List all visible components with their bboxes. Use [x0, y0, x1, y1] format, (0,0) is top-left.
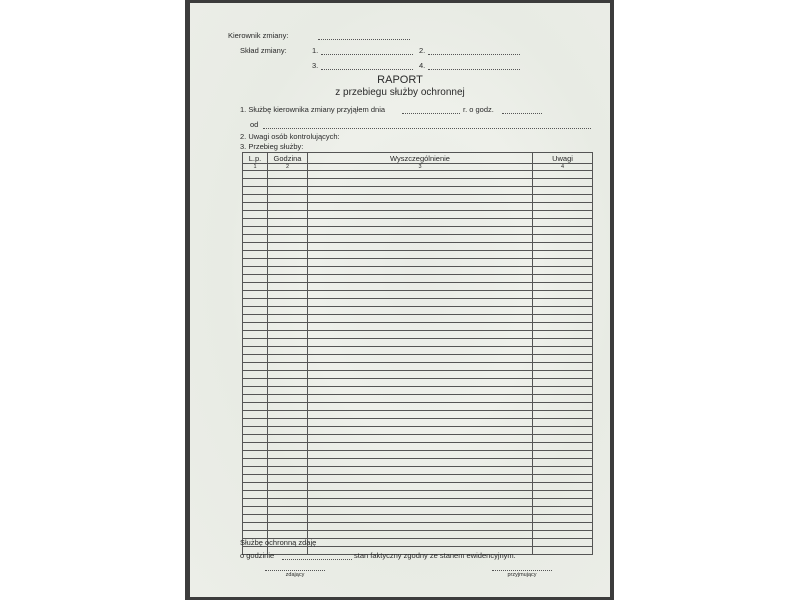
table-cell[interactable]: [243, 483, 268, 491]
table-row: [243, 467, 593, 475]
table-row: [243, 243, 593, 251]
table-cell[interactable]: [308, 491, 533, 499]
table-cell[interactable]: [533, 339, 593, 347]
table-row: [243, 387, 593, 395]
column-number-1: 1: [243, 164, 268, 171]
table-cell[interactable]: [308, 267, 533, 275]
table-cell[interactable]: [268, 475, 308, 483]
table-cell[interactable]: [243, 331, 268, 339]
table-cell[interactable]: [308, 339, 533, 347]
table-row: [243, 451, 593, 459]
table-row: [243, 427, 593, 435]
table-cell[interactable]: [268, 427, 308, 435]
table-cell[interactable]: [268, 443, 308, 451]
table-cell[interactable]: [243, 203, 268, 211]
table-row: [243, 507, 593, 515]
slot-4-label: 4.: [419, 61, 426, 70]
table-cell[interactable]: [268, 419, 308, 427]
table-cell[interactable]: [243, 243, 268, 251]
table-row: [243, 259, 593, 267]
table-cell[interactable]: [533, 507, 593, 515]
slot-4-field[interactable]: [428, 69, 520, 70]
table-cell[interactable]: [268, 371, 308, 379]
table-cell[interactable]: [308, 507, 533, 515]
table-row: [243, 395, 593, 403]
slot-2-field[interactable]: [428, 54, 520, 55]
table-cell[interactable]: [533, 515, 593, 523]
table-cell[interactable]: [308, 443, 533, 451]
table-cell[interactable]: [243, 219, 268, 227]
table-cell[interactable]: [308, 243, 533, 251]
table-cell[interactable]: [268, 483, 308, 491]
hour-field[interactable]: [502, 113, 542, 114]
table-cell[interactable]: [533, 251, 593, 259]
table-cell[interactable]: [268, 515, 308, 523]
table-cell[interactable]: [243, 475, 268, 483]
table-cell[interactable]: [243, 307, 268, 315]
table-row: [243, 331, 593, 339]
table-cell[interactable]: [533, 523, 593, 531]
table-row: [243, 475, 593, 483]
table-row: [243, 323, 593, 331]
table-cell[interactable]: [308, 195, 533, 203]
table-header-row: [243, 153, 593, 164]
table-cell[interactable]: [308, 323, 533, 331]
table-row: [243, 371, 593, 379]
table-row: [243, 203, 593, 211]
sklad-label: Skład zmiany:: [240, 46, 287, 55]
table-cell[interactable]: [308, 251, 533, 259]
table-cell[interactable]: [308, 435, 533, 443]
table-cell[interactable]: [308, 227, 533, 235]
table-cell[interactable]: [533, 179, 593, 187]
table-row: [243, 483, 593, 491]
footer-line-2a: o godzinie: [240, 551, 275, 560]
table-cell[interactable]: [533, 211, 593, 219]
table-cell[interactable]: [268, 307, 308, 315]
table-cell[interactable]: [268, 251, 308, 259]
table-cell[interactable]: [243, 267, 268, 275]
table-cell[interactable]: [268, 339, 308, 347]
table-cell[interactable]: [533, 419, 593, 427]
table-cell[interactable]: [308, 355, 533, 363]
table-row: [243, 179, 593, 187]
table-cell[interactable]: [308, 379, 533, 387]
table-row: [243, 419, 593, 427]
table-cell[interactable]: [243, 227, 268, 235]
table-cell[interactable]: [243, 259, 268, 267]
table-cell[interactable]: [533, 451, 593, 459]
table-row: [243, 411, 593, 419]
table-cell[interactable]: [308, 371, 533, 379]
table-cell[interactable]: [268, 235, 308, 243]
table-cell[interactable]: [268, 187, 308, 195]
table-cell[interactable]: [533, 547, 593, 555]
table-cell[interactable]: [268, 363, 308, 371]
table-cell[interactable]: [268, 331, 308, 339]
table-cell[interactable]: [308, 387, 533, 395]
table-cell[interactable]: [268, 179, 308, 187]
table-cell[interactable]: [268, 259, 308, 267]
table-cell[interactable]: [268, 195, 308, 203]
table-cell[interactable]: [268, 299, 308, 307]
table-cell[interactable]: [268, 387, 308, 395]
table-cell[interactable]: [243, 451, 268, 459]
table-row: [243, 283, 593, 291]
table-cell[interactable]: [243, 339, 268, 347]
signature-right-line[interactable]: [492, 570, 552, 571]
table-cell[interactable]: [308, 475, 533, 483]
table-cell[interactable]: [533, 219, 593, 227]
slot-3-label: 3.: [312, 61, 319, 70]
table-cell[interactable]: [533, 299, 593, 307]
table-cell[interactable]: [268, 499, 308, 507]
table-cell[interactable]: [243, 491, 268, 499]
report-title: RAPORT: [377, 74, 423, 86]
table-cell[interactable]: [533, 195, 593, 203]
table-cell[interactable]: [533, 467, 593, 475]
table-row: [243, 307, 593, 315]
table-cell[interactable]: [243, 515, 268, 523]
table-row: [243, 195, 593, 203]
table-cell[interactable]: [533, 371, 593, 379]
table-cell[interactable]: [308, 451, 533, 459]
table-cell[interactable]: [268, 403, 308, 411]
table-cell[interactable]: [243, 507, 268, 515]
table-row: [243, 291, 593, 299]
table-cell[interactable]: [533, 259, 593, 267]
table-cell[interactable]: [243, 523, 268, 531]
table-cell[interactable]: [268, 211, 308, 219]
table-cell[interactable]: [243, 275, 268, 283]
signature-left-line[interactable]: [265, 570, 325, 571]
table-cell[interactable]: [243, 395, 268, 403]
table-cell[interactable]: [308, 291, 533, 299]
table-cell[interactable]: [533, 267, 593, 275]
table-cell[interactable]: [533, 531, 593, 539]
table-row: [243, 403, 593, 411]
table-cell[interactable]: [243, 251, 268, 259]
table-cell[interactable]: [533, 395, 593, 403]
table-row: [243, 267, 593, 275]
table-cell[interactable]: [533, 459, 593, 467]
table-row: [243, 299, 593, 307]
table-cell[interactable]: [533, 187, 593, 195]
table-cell[interactable]: [308, 299, 533, 307]
table-cell[interactable]: [243, 467, 268, 475]
table-body: [243, 171, 593, 555]
table-cell[interactable]: [268, 491, 308, 499]
table-cell[interactable]: [308, 171, 533, 179]
table-cell[interactable]: [308, 419, 533, 427]
column-number-3: 3: [308, 164, 533, 171]
kierownik-field[interactable]: [318, 39, 410, 40]
table-cell[interactable]: [533, 347, 593, 355]
table-cell[interactable]: [533, 443, 593, 451]
table-cell[interactable]: [308, 483, 533, 491]
section-3-label: 3. Przebieg służby:: [240, 142, 304, 151]
column-header-lp: L.p.: [243, 153, 268, 164]
table-cell[interactable]: [243, 211, 268, 219]
table-cell[interactable]: [533, 427, 593, 435]
table-cell[interactable]: [243, 299, 268, 307]
table-cell[interactable]: [268, 323, 308, 331]
table-cell[interactable]: [268, 355, 308, 363]
slot-3-field[interactable]: [321, 69, 413, 70]
table-cell[interactable]: [308, 211, 533, 219]
table-cell[interactable]: [533, 483, 593, 491]
table-cell[interactable]: [243, 187, 268, 195]
column-header-godzina: Godzina: [268, 153, 308, 164]
table-cell[interactable]: [243, 427, 268, 435]
table-cell[interactable]: [533, 363, 593, 371]
table-row: [243, 491, 593, 499]
table-row: [243, 435, 593, 443]
report-sheet: [190, 3, 610, 597]
table-cell[interactable]: [243, 435, 268, 443]
table-cell[interactable]: [243, 443, 268, 451]
table-row: [243, 499, 593, 507]
table-row: [243, 443, 593, 451]
table-cell[interactable]: [533, 235, 593, 243]
table-cell[interactable]: [243, 171, 268, 179]
table-cell[interactable]: [243, 179, 268, 187]
table-cell[interactable]: [533, 307, 593, 315]
footer-line-1: Służbę ochronną zdaję: [240, 538, 317, 547]
table-cell[interactable]: [533, 355, 593, 363]
table-cell[interactable]: [308, 395, 533, 403]
table-cell[interactable]: [533, 387, 593, 395]
service-log-table: [242, 152, 593, 555]
section-1-label: 1. Służbę kierownika zmiany przyjąłem dnia: [240, 105, 386, 114]
table-cell[interactable]: [308, 403, 533, 411]
table-cell[interactable]: [243, 235, 268, 243]
table-cell[interactable]: [308, 283, 533, 291]
column-header-uwagi: Uwagi: [533, 153, 593, 164]
table-cell[interactable]: [533, 499, 593, 507]
table-cell[interactable]: [308, 347, 533, 355]
table-cell[interactable]: [243, 363, 268, 371]
table-row: [243, 339, 593, 347]
column-header-wyszczegolnienie: Wyszczególnienie: [308, 153, 533, 164]
table-cell[interactable]: [268, 227, 308, 235]
section-2-label: 2. Uwagi osób kontrolujących:: [240, 132, 340, 141]
table-row: [243, 379, 593, 387]
table-row: [243, 347, 593, 355]
table-row: [243, 227, 593, 235]
table-cell[interactable]: [308, 363, 533, 371]
table-cell[interactable]: [268, 219, 308, 227]
table-row: [243, 211, 593, 219]
table-cell[interactable]: [308, 203, 533, 211]
table-cell[interactable]: [533, 331, 593, 339]
column-number-4: 4: [533, 164, 593, 171]
table-cell[interactable]: [268, 459, 308, 467]
table-cell[interactable]: [243, 411, 268, 419]
table-cell[interactable]: [308, 411, 533, 419]
table-cell[interactable]: [268, 291, 308, 299]
slot-1-field[interactable]: [321, 54, 413, 55]
table-cell[interactable]: [533, 203, 593, 211]
table-cell[interactable]: [243, 347, 268, 355]
table-cell[interactable]: [533, 411, 593, 419]
od-label: od: [250, 120, 259, 129]
table-cell[interactable]: [268, 203, 308, 211]
table-cell[interactable]: [308, 307, 533, 315]
table-cell[interactable]: [268, 275, 308, 283]
column-number-2: 2: [268, 164, 308, 171]
table-cell[interactable]: [243, 323, 268, 331]
table-row: [243, 363, 593, 371]
table-cell[interactable]: [533, 403, 593, 411]
table-row: [243, 251, 593, 259]
table-cell[interactable]: [308, 531, 533, 539]
table-cell[interactable]: [243, 355, 268, 363]
table-cell[interactable]: [308, 187, 533, 195]
table-cell[interactable]: [268, 243, 308, 251]
table-cell[interactable]: [243, 371, 268, 379]
table-cell[interactable]: [533, 475, 593, 483]
table-cell[interactable]: [243, 459, 268, 467]
table-row: [243, 459, 593, 467]
table-cell[interactable]: [533, 227, 593, 235]
slot-2-label: 2.: [419, 46, 426, 55]
table-row: [243, 515, 593, 523]
table-cell[interactable]: [533, 323, 593, 331]
table-row: [243, 171, 593, 179]
footer-line-2b: stan faktyczny zgodny ze stanem ewidencyjnym.: [354, 551, 516, 560]
table-cell[interactable]: [308, 219, 533, 227]
table-cell[interactable]: [308, 459, 533, 467]
table-cell[interactable]: [268, 411, 308, 419]
table-cell[interactable]: [243, 403, 268, 411]
table-cell[interactable]: [268, 395, 308, 403]
table-cell[interactable]: [308, 235, 533, 243]
r-o-godz-label: r. o godz.: [463, 105, 494, 114]
table-cell[interactable]: [268, 451, 308, 459]
table-cell[interactable]: [308, 515, 533, 523]
table-cell[interactable]: [308, 427, 533, 435]
table-cell[interactable]: [268, 267, 308, 275]
handover-hour-field[interactable]: [282, 559, 352, 560]
table-cell[interactable]: [243, 419, 268, 427]
table-cell[interactable]: [268, 435, 308, 443]
table-cell[interactable]: [533, 283, 593, 291]
table-row: [243, 235, 593, 243]
table-cell[interactable]: [533, 491, 593, 499]
table-cell[interactable]: [243, 195, 268, 203]
table-cell[interactable]: [268, 507, 308, 515]
table-cell[interactable]: [243, 379, 268, 387]
table-cell[interactable]: [268, 171, 308, 179]
table-cell[interactable]: [268, 315, 308, 323]
table-cell[interactable]: [533, 379, 593, 387]
table-cell[interactable]: [308, 467, 533, 475]
od-field[interactable]: [263, 128, 591, 129]
signature-left-label: zdający: [285, 572, 305, 578]
table-row: [243, 355, 593, 363]
table-cell[interactable]: [268, 283, 308, 291]
table-number-row: [243, 164, 593, 171]
table-cell[interactable]: [243, 499, 268, 507]
table-row: [243, 315, 593, 323]
table-cell[interactable]: [533, 243, 593, 251]
table-cell[interactable]: [533, 435, 593, 443]
slot-1-label: 1.: [312, 46, 319, 55]
kierownik-label: Kierownik zmiany:: [228, 31, 289, 40]
table-row: [243, 275, 593, 283]
table-cell[interactable]: [268, 467, 308, 475]
date-field[interactable]: [402, 113, 460, 114]
report-subtitle: z przebiegu służby ochronnej: [335, 87, 465, 98]
table-cell[interactable]: [533, 291, 593, 299]
signature-right-label: przyjmujący: [507, 572, 537, 578]
table-cell[interactable]: [308, 315, 533, 323]
table-cell[interactable]: [308, 179, 533, 187]
table-cell[interactable]: [308, 331, 533, 339]
table-cell[interactable]: [308, 499, 533, 507]
table-cell[interactable]: [243, 387, 268, 395]
table-cell[interactable]: [268, 379, 308, 387]
table-cell[interactable]: [533, 171, 593, 179]
table-row: [243, 219, 593, 227]
table-cell[interactable]: [308, 523, 533, 531]
table-cell[interactable]: [243, 283, 268, 291]
table-cell[interactable]: [268, 523, 308, 531]
table-cell[interactable]: [243, 315, 268, 323]
handover-field[interactable]: [330, 546, 592, 547]
table-cell[interactable]: [533, 275, 593, 283]
table-cell[interactable]: [243, 291, 268, 299]
table-cell[interactable]: [533, 315, 593, 323]
table-row: [243, 187, 593, 195]
table-row: [243, 523, 593, 531]
table-cell[interactable]: [308, 275, 533, 283]
table-cell[interactable]: [308, 259, 533, 267]
table-cell[interactable]: [268, 347, 308, 355]
